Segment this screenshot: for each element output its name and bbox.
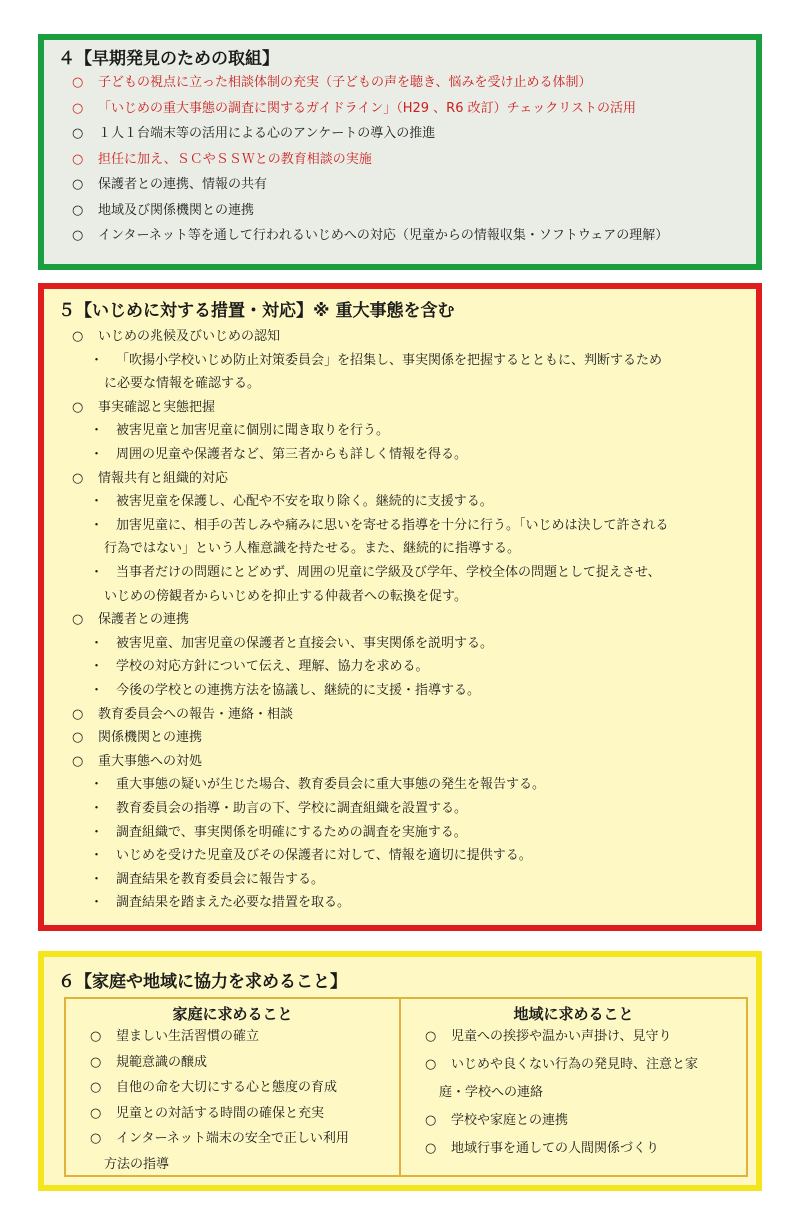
section5-text: 教育委員会の指導・助言の下、学校に調査組織を設置する。 bbox=[116, 801, 468, 816]
section5-item bbox=[90, 895, 350, 911]
section5-marker: ○ bbox=[72, 470, 84, 486]
home-marker: ○ bbox=[90, 1131, 102, 1146]
section5-item bbox=[90, 777, 545, 793]
section4-marker: ○ bbox=[72, 100, 84, 116]
section5-text: 被害児童を保護し、心配や不安を取り除く。継続的に支援する。 bbox=[116, 494, 493, 510]
section5-text: 情報共有と組織的対応 bbox=[98, 470, 229, 486]
section5-text: 「吹揚小学校いじめ防止対策委員会」を招集し、事実関係を把握するとともに、判断するため bbox=[116, 352, 663, 368]
community-marker: ○ bbox=[425, 1057, 437, 1072]
section5-item bbox=[72, 707, 293, 723]
section5-item bbox=[104, 376, 260, 392]
community-item bbox=[439, 1085, 543, 1101]
section5-marker: ・ bbox=[90, 494, 104, 510]
section5-marker: ・ bbox=[90, 801, 104, 816]
section4-marker: ○ bbox=[72, 228, 84, 243]
section5-item bbox=[90, 447, 467, 463]
section5-text: 保護者との連携 bbox=[98, 612, 190, 628]
community-item bbox=[425, 1029, 671, 1045]
section5-text: 重大事態の疑いが生じた場合、教育委員会に重大事態の発生を報告する。 bbox=[116, 777, 546, 793]
home-item bbox=[90, 1106, 324, 1122]
section5-text: いじめの兆候及びいじめの認知 bbox=[98, 329, 281, 344]
community-text: いじめや良くない行為の発見時、注意と家 bbox=[451, 1057, 699, 1072]
section5-item bbox=[90, 518, 669, 534]
home-text: インターネット端末の安全で正しい利用 bbox=[116, 1131, 349, 1146]
community-text: 地域行事を通しての人間関係づくり bbox=[451, 1141, 660, 1156]
section-home-community bbox=[38, 951, 762, 1191]
section5-marker: ・ bbox=[90, 352, 104, 368]
home-item bbox=[90, 1029, 259, 1045]
section5-item bbox=[90, 636, 493, 652]
section4-item bbox=[72, 228, 668, 244]
community-column bbox=[401, 999, 746, 1175]
section5-item bbox=[90, 565, 661, 581]
section5-text: 今後の学校との連携方法を協議し、継続的に支援・指導する。 bbox=[116, 683, 481, 698]
section4-item bbox=[72, 152, 372, 168]
section5-marker: ○ bbox=[72, 753, 84, 769]
section5-marker: ・ bbox=[90, 824, 104, 840]
section5-text: 学校の対応方針について伝え、理解、協力を求める。 bbox=[116, 659, 429, 675]
community-marker: ○ bbox=[425, 1141, 437, 1156]
section4-marker: ○ bbox=[72, 75, 84, 90]
section5-text: いじめの傍観者からいじめを抑止する仲裁者への転換を促す。 bbox=[104, 588, 467, 604]
home-marker: ○ bbox=[90, 1080, 102, 1095]
section5-marker: ・ bbox=[90, 565, 104, 580]
home-item bbox=[104, 1157, 169, 1173]
section5-item bbox=[90, 423, 389, 439]
home-text: 規範意識の醸成 bbox=[116, 1054, 208, 1070]
home-marker: ○ bbox=[90, 1029, 102, 1044]
section5-text: いじめを受けた児童及びその保護者に対して、情報を適切に提供する。 bbox=[116, 848, 532, 864]
section5-marker: ・ bbox=[90, 659, 104, 675]
community-text: 学校や家庭との連携 bbox=[451, 1113, 569, 1128]
home-column bbox=[66, 999, 401, 1175]
section4-marker: ○ bbox=[72, 202, 84, 218]
section4-text: 地域及び関係機関との連携 bbox=[98, 202, 255, 218]
section5-text: 調査結果を教育委員会に報告する。 bbox=[116, 871, 325, 887]
section4-text: １人１台端末等の活用による心のアンケートの導入の推進 bbox=[98, 126, 436, 141]
section5-item bbox=[72, 612, 189, 628]
section5-marker: ・ bbox=[90, 423, 104, 439]
home-marker: ○ bbox=[90, 1054, 102, 1070]
community-text: 庭・学校への連絡 bbox=[439, 1085, 544, 1100]
home-item bbox=[90, 1080, 337, 1096]
section5-item bbox=[72, 754, 202, 770]
section6-title: ６【家庭や地域に協力を求めること】 bbox=[58, 972, 347, 992]
section5-marker: ・ bbox=[90, 447, 104, 462]
section4-item bbox=[72, 75, 591, 91]
community-marker: ○ bbox=[425, 1113, 437, 1128]
section5-item bbox=[90, 353, 662, 369]
section5-item bbox=[90, 872, 324, 888]
home-text: 方法の指導 bbox=[104, 1156, 170, 1172]
cooperation-table bbox=[64, 997, 748, 1177]
section4-item bbox=[72, 203, 254, 219]
section5-text: 周囲の児童や保護者など、第三者からも詳しく情報を得る。 bbox=[116, 447, 468, 462]
community-item bbox=[425, 1141, 659, 1157]
section5-marker: ・ bbox=[90, 848, 104, 864]
section5-item bbox=[90, 825, 467, 841]
section5-marker: ○ bbox=[72, 399, 84, 415]
home-text: 自他の命を大切にする心と態度の育成 bbox=[116, 1080, 338, 1095]
section5-text: に必要な情報を確認する。 bbox=[104, 376, 261, 392]
section5-text: 加害児童に、相手の苦しみや痛みに思いを寄せる指導を十分に行う。「いじめは決して許される bbox=[116, 517, 669, 533]
section5-marker: ・ bbox=[90, 635, 104, 651]
section4-marker: ○ bbox=[72, 177, 84, 192]
section5-marker: ・ bbox=[90, 777, 104, 793]
section5-text: 調査組織で、事実関係を明確にするための調査を実施する。 bbox=[116, 824, 467, 840]
section5-item bbox=[72, 329, 280, 345]
home-text: 児童との対話する時間の確保と充実 bbox=[116, 1105, 325, 1121]
section5-text: 調査結果を踏まえた必要な措置を取る。 bbox=[116, 895, 351, 911]
home-item bbox=[90, 1055, 207, 1071]
section5-item bbox=[104, 541, 520, 557]
section4-text: 保護者との連携、情報の共有 bbox=[98, 177, 268, 192]
section5-item bbox=[72, 400, 215, 416]
section-bullying-response bbox=[38, 283, 762, 931]
section4-marker: ○ bbox=[72, 151, 84, 167]
section5-marker: ・ bbox=[90, 517, 104, 533]
home-text: 望ましい生活習慣の確立 bbox=[116, 1029, 260, 1044]
section5-item bbox=[90, 683, 480, 699]
section5-marker: ・ bbox=[90, 871, 104, 887]
section5-text: 当事者だけの問題にとどめず、周囲の児童に学級及び学年、学校全体の問題として捉えさせ、 bbox=[116, 565, 661, 580]
section5-marker: ○ bbox=[72, 706, 84, 722]
section5-item bbox=[72, 471, 228, 487]
section4-item bbox=[72, 126, 435, 142]
section5-item bbox=[90, 659, 429, 675]
section5-marker: ○ bbox=[72, 329, 84, 344]
section5-item bbox=[90, 848, 532, 864]
section4-text: インターネット等を通して行われるいじめへの対応（児童からの情報収集・ソフトウェアの理解） bbox=[98, 228, 669, 243]
section4-marker: ○ bbox=[72, 126, 84, 141]
community-marker: ○ bbox=[425, 1029, 437, 1044]
section5-title: ５【いじめに対する措置・対応】※ 重大事態を含む bbox=[58, 301, 455, 321]
section4-item bbox=[72, 177, 267, 193]
community-item bbox=[425, 1057, 698, 1073]
section5-item bbox=[90, 801, 467, 817]
section5-marker: ・ bbox=[90, 683, 104, 698]
section5-item bbox=[90, 494, 493, 510]
section5-item bbox=[72, 730, 202, 746]
home-marker: ○ bbox=[90, 1105, 102, 1121]
section4-text: 子どもの視点に立った相談体制の充実（子どもの声を聴き、悩みを受け止める体制） bbox=[98, 75, 592, 90]
section4-title: ４【早期発見のための取組】 bbox=[58, 49, 279, 69]
section5-text: 事実確認と実態把握 bbox=[98, 399, 216, 415]
section5-text: 被害児童、加害児童の保護者と直接会い、事実関係を説明する。 bbox=[116, 635, 494, 651]
community-column-header: 地域に求めること bbox=[513, 1005, 634, 1023]
section5-marker: ・ bbox=[90, 895, 104, 911]
section5-text: 被害児童と加害児童に個別に聞き取りを行う。 bbox=[116, 423, 390, 439]
section5-text: 教育委員会への報告・連絡・相談 bbox=[98, 706, 294, 722]
home-column-header: 家庭に求めること bbox=[172, 1005, 293, 1023]
section4-item bbox=[72, 101, 636, 117]
section5-item bbox=[104, 589, 467, 605]
section5-text: 行為ではない」という人権意識を持たせる。また、継続的に指導する。 bbox=[104, 541, 521, 557]
section-early-detection bbox=[38, 34, 762, 270]
section5-marker: ○ bbox=[72, 730, 84, 746]
section5-text: 関係機関との連携 bbox=[98, 730, 203, 746]
section4-text: 「いじめの重大事態の調査に関するガイドライン」（H29 、R6 改訂）チェックリストの活用 bbox=[98, 100, 636, 116]
section5-text: 重大事態への対処 bbox=[98, 753, 203, 769]
community-text: 児童への挨拶や温かい声掛け、見守り bbox=[451, 1029, 672, 1044]
section4-text: 担任に加え、ＳＣやＳＳＷとの教育相談の実施 bbox=[98, 151, 372, 167]
home-item bbox=[90, 1131, 349, 1147]
section5-marker: ○ bbox=[72, 612, 84, 628]
community-item bbox=[425, 1113, 568, 1129]
